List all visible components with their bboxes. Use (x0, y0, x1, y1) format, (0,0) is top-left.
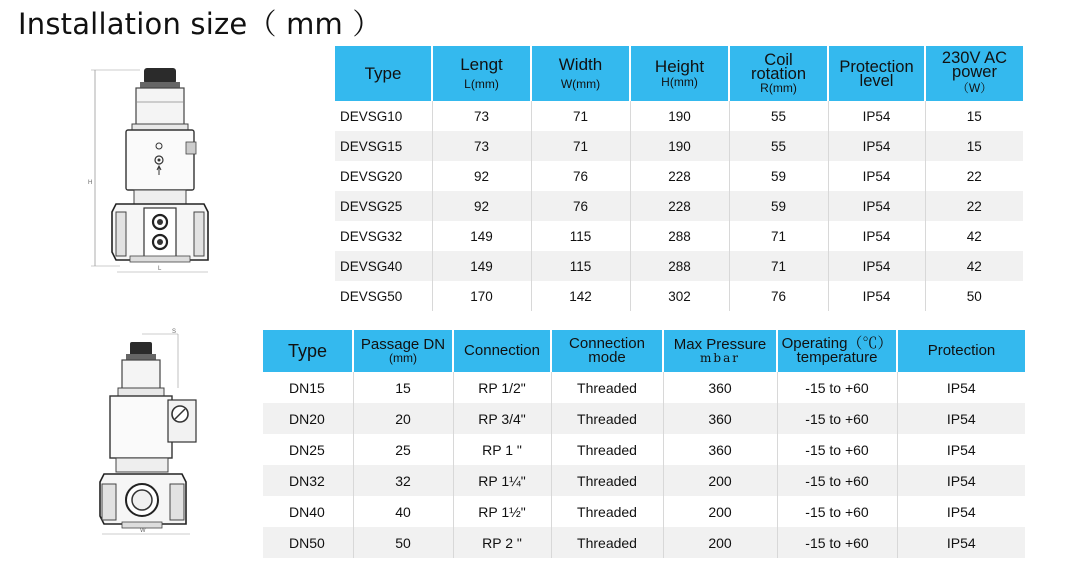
table-cell: 288 (630, 251, 729, 281)
table-row (263, 403, 1025, 434)
table-cell: 22 (925, 161, 1023, 191)
table-cell: 142 (531, 281, 630, 311)
col-header-protection: Protection (897, 330, 1025, 372)
table-cell: -15 to +60 (777, 372, 897, 403)
table-cell: RP 1½" (453, 496, 551, 527)
table-cell: Threaded (551, 496, 663, 527)
dim-h-label: H (88, 180, 93, 186)
table-cell: DN15 (263, 372, 353, 403)
table-cell: DEVSG25 (335, 191, 432, 221)
table-cell: -15 to +60 (777, 403, 897, 434)
table-cell: Threaded (551, 434, 663, 465)
table-cell: RP 1 " (453, 434, 551, 465)
table-cell: DN40 (263, 496, 353, 527)
table-cell: RP 3/4" (453, 403, 551, 434)
table-cell: DN32 (263, 465, 353, 496)
table-cell: 200 (663, 496, 777, 527)
table-cell: RP 2 " (453, 527, 551, 558)
table-cell: Threaded (551, 372, 663, 403)
col-header-protection-level: Protection level (828, 46, 925, 101)
table-row (335, 131, 1023, 161)
table-cell: 76 (531, 161, 630, 191)
table-cell: IP54 (897, 496, 1025, 527)
table-cell: DEVSG15 (335, 131, 432, 161)
table-cell: IP54 (897, 434, 1025, 465)
table-cell: 115 (531, 221, 630, 251)
table-cell: 228 (630, 191, 729, 221)
col-header-connection: Connection (453, 330, 551, 372)
table-row (335, 161, 1023, 191)
col-header-coil-rotation: Coil rotation R(mm) (729, 46, 828, 101)
page-title: Installation size（ mm ） (18, 7, 382, 41)
col-header-length: Lengt L(mm) (432, 46, 531, 101)
table-cell: 360 (663, 434, 777, 465)
table-cell: 25 (353, 434, 453, 465)
col-header-connection-mode: Connection mode (551, 330, 663, 372)
table-cell: IP54 (828, 251, 925, 281)
table-cell: 55 (729, 131, 828, 161)
table-cell: Threaded (551, 527, 663, 558)
table-cell: 360 (663, 372, 777, 403)
table-cell: 149 (432, 221, 531, 251)
valve-side-drawing (92, 328, 212, 543)
table-row (263, 527, 1025, 558)
table-cell: 302 (630, 281, 729, 311)
table-cell: -15 to +60 (777, 465, 897, 496)
table-cell: 200 (663, 527, 777, 558)
table-cell: IP54 (828, 101, 925, 131)
valve-front-drawing (80, 62, 230, 277)
table-row (263, 496, 1025, 527)
table-cell: -15 to +60 (777, 496, 897, 527)
specifications-table (263, 330, 1025, 558)
table-cell: Threaded (551, 403, 663, 434)
table-cell: DEVSG50 (335, 281, 432, 311)
table-cell: -15 to +60 (777, 434, 897, 465)
table-cell: DN20 (263, 403, 353, 434)
col-header-power: 230V AC power （W） (925, 46, 1023, 101)
table-cell: DEVSG40 (335, 251, 432, 281)
dim-s-label: S (172, 329, 177, 335)
table-row (263, 465, 1025, 496)
table-cell: DEVSG10 (335, 101, 432, 131)
table-cell: 15 (353, 372, 453, 403)
table-cell: 92 (432, 191, 531, 221)
table-header-row (263, 330, 1025, 372)
table-cell: IP54 (828, 161, 925, 191)
table-cell: 73 (432, 131, 531, 161)
table-cell: 15 (925, 131, 1023, 161)
dim-w-label: W (140, 528, 146, 534)
table-cell: 76 (729, 281, 828, 311)
table-cell: 71 (729, 251, 828, 281)
table-cell: 190 (630, 131, 729, 161)
table-cell: 170 (432, 281, 531, 311)
dim-l-label: L (158, 266, 162, 272)
table-cell: 42 (925, 221, 1023, 251)
table-cell: 15 (925, 101, 1023, 131)
table-cell: 71 (531, 101, 630, 131)
col-header-height: Height H(mm) (630, 46, 729, 101)
table-cell: 71 (729, 221, 828, 251)
table-cell: DN25 (263, 434, 353, 465)
table-cell: IP54 (897, 403, 1025, 434)
col-header-operating-temperature: Operating（℃） temperature (777, 330, 897, 372)
table-cell: IP54 (828, 281, 925, 311)
table-row (335, 221, 1023, 251)
table-row (335, 251, 1023, 281)
table-cell: IP54 (828, 131, 925, 161)
table-cell: 42 (925, 251, 1023, 281)
table-cell: RP 1¼" (453, 465, 551, 496)
table-row (263, 372, 1025, 403)
table-cell: 288 (630, 221, 729, 251)
col-header-width: Width W(mm) (531, 46, 630, 101)
table-row (335, 281, 1023, 311)
table-cell: IP54 (828, 221, 925, 251)
col-header-type: Type (263, 330, 353, 372)
table-cell: IP54 (897, 527, 1025, 558)
table-cell: 50 (925, 281, 1023, 311)
table-cell: IP54 (897, 372, 1025, 403)
table-cell: 73 (432, 101, 531, 131)
table-cell: 59 (729, 191, 828, 221)
table-cell: RP 1/2" (453, 372, 551, 403)
table-cell: 190 (630, 101, 729, 131)
table-cell: 59 (729, 161, 828, 191)
table-header-row (335, 46, 1023, 101)
table-cell: 20 (353, 403, 453, 434)
table-cell: 40 (353, 496, 453, 527)
table-cell: 115 (531, 251, 630, 281)
table-cell: 55 (729, 101, 828, 131)
col-header-type: Type (335, 46, 432, 101)
table-cell: IP54 (897, 465, 1025, 496)
table-row (335, 101, 1023, 131)
table-cell: 71 (531, 131, 630, 161)
col-header-passage-dn: Passage DN (mm) (353, 330, 453, 372)
table-cell: 228 (630, 161, 729, 191)
table-cell: 76 (531, 191, 630, 221)
table-cell: IP54 (828, 191, 925, 221)
table-row (335, 191, 1023, 221)
table-cell: DN50 (263, 527, 353, 558)
table-cell: DEVSG20 (335, 161, 432, 191)
table-cell: DEVSG32 (335, 221, 432, 251)
table-cell: -15 to +60 (777, 527, 897, 558)
col-header-max-pressure: Max Pressure mbar (663, 330, 777, 372)
table-row (263, 434, 1025, 465)
table-cell: 360 (663, 403, 777, 434)
table-cell: Threaded (551, 465, 663, 496)
table-cell: 200 (663, 465, 777, 496)
table-cell: 22 (925, 191, 1023, 221)
table-cell: 32 (353, 465, 453, 496)
table-cell: 149 (432, 251, 531, 281)
table-cell: 92 (432, 161, 531, 191)
table-cell: 50 (353, 527, 453, 558)
dimensions-table (335, 46, 1023, 311)
